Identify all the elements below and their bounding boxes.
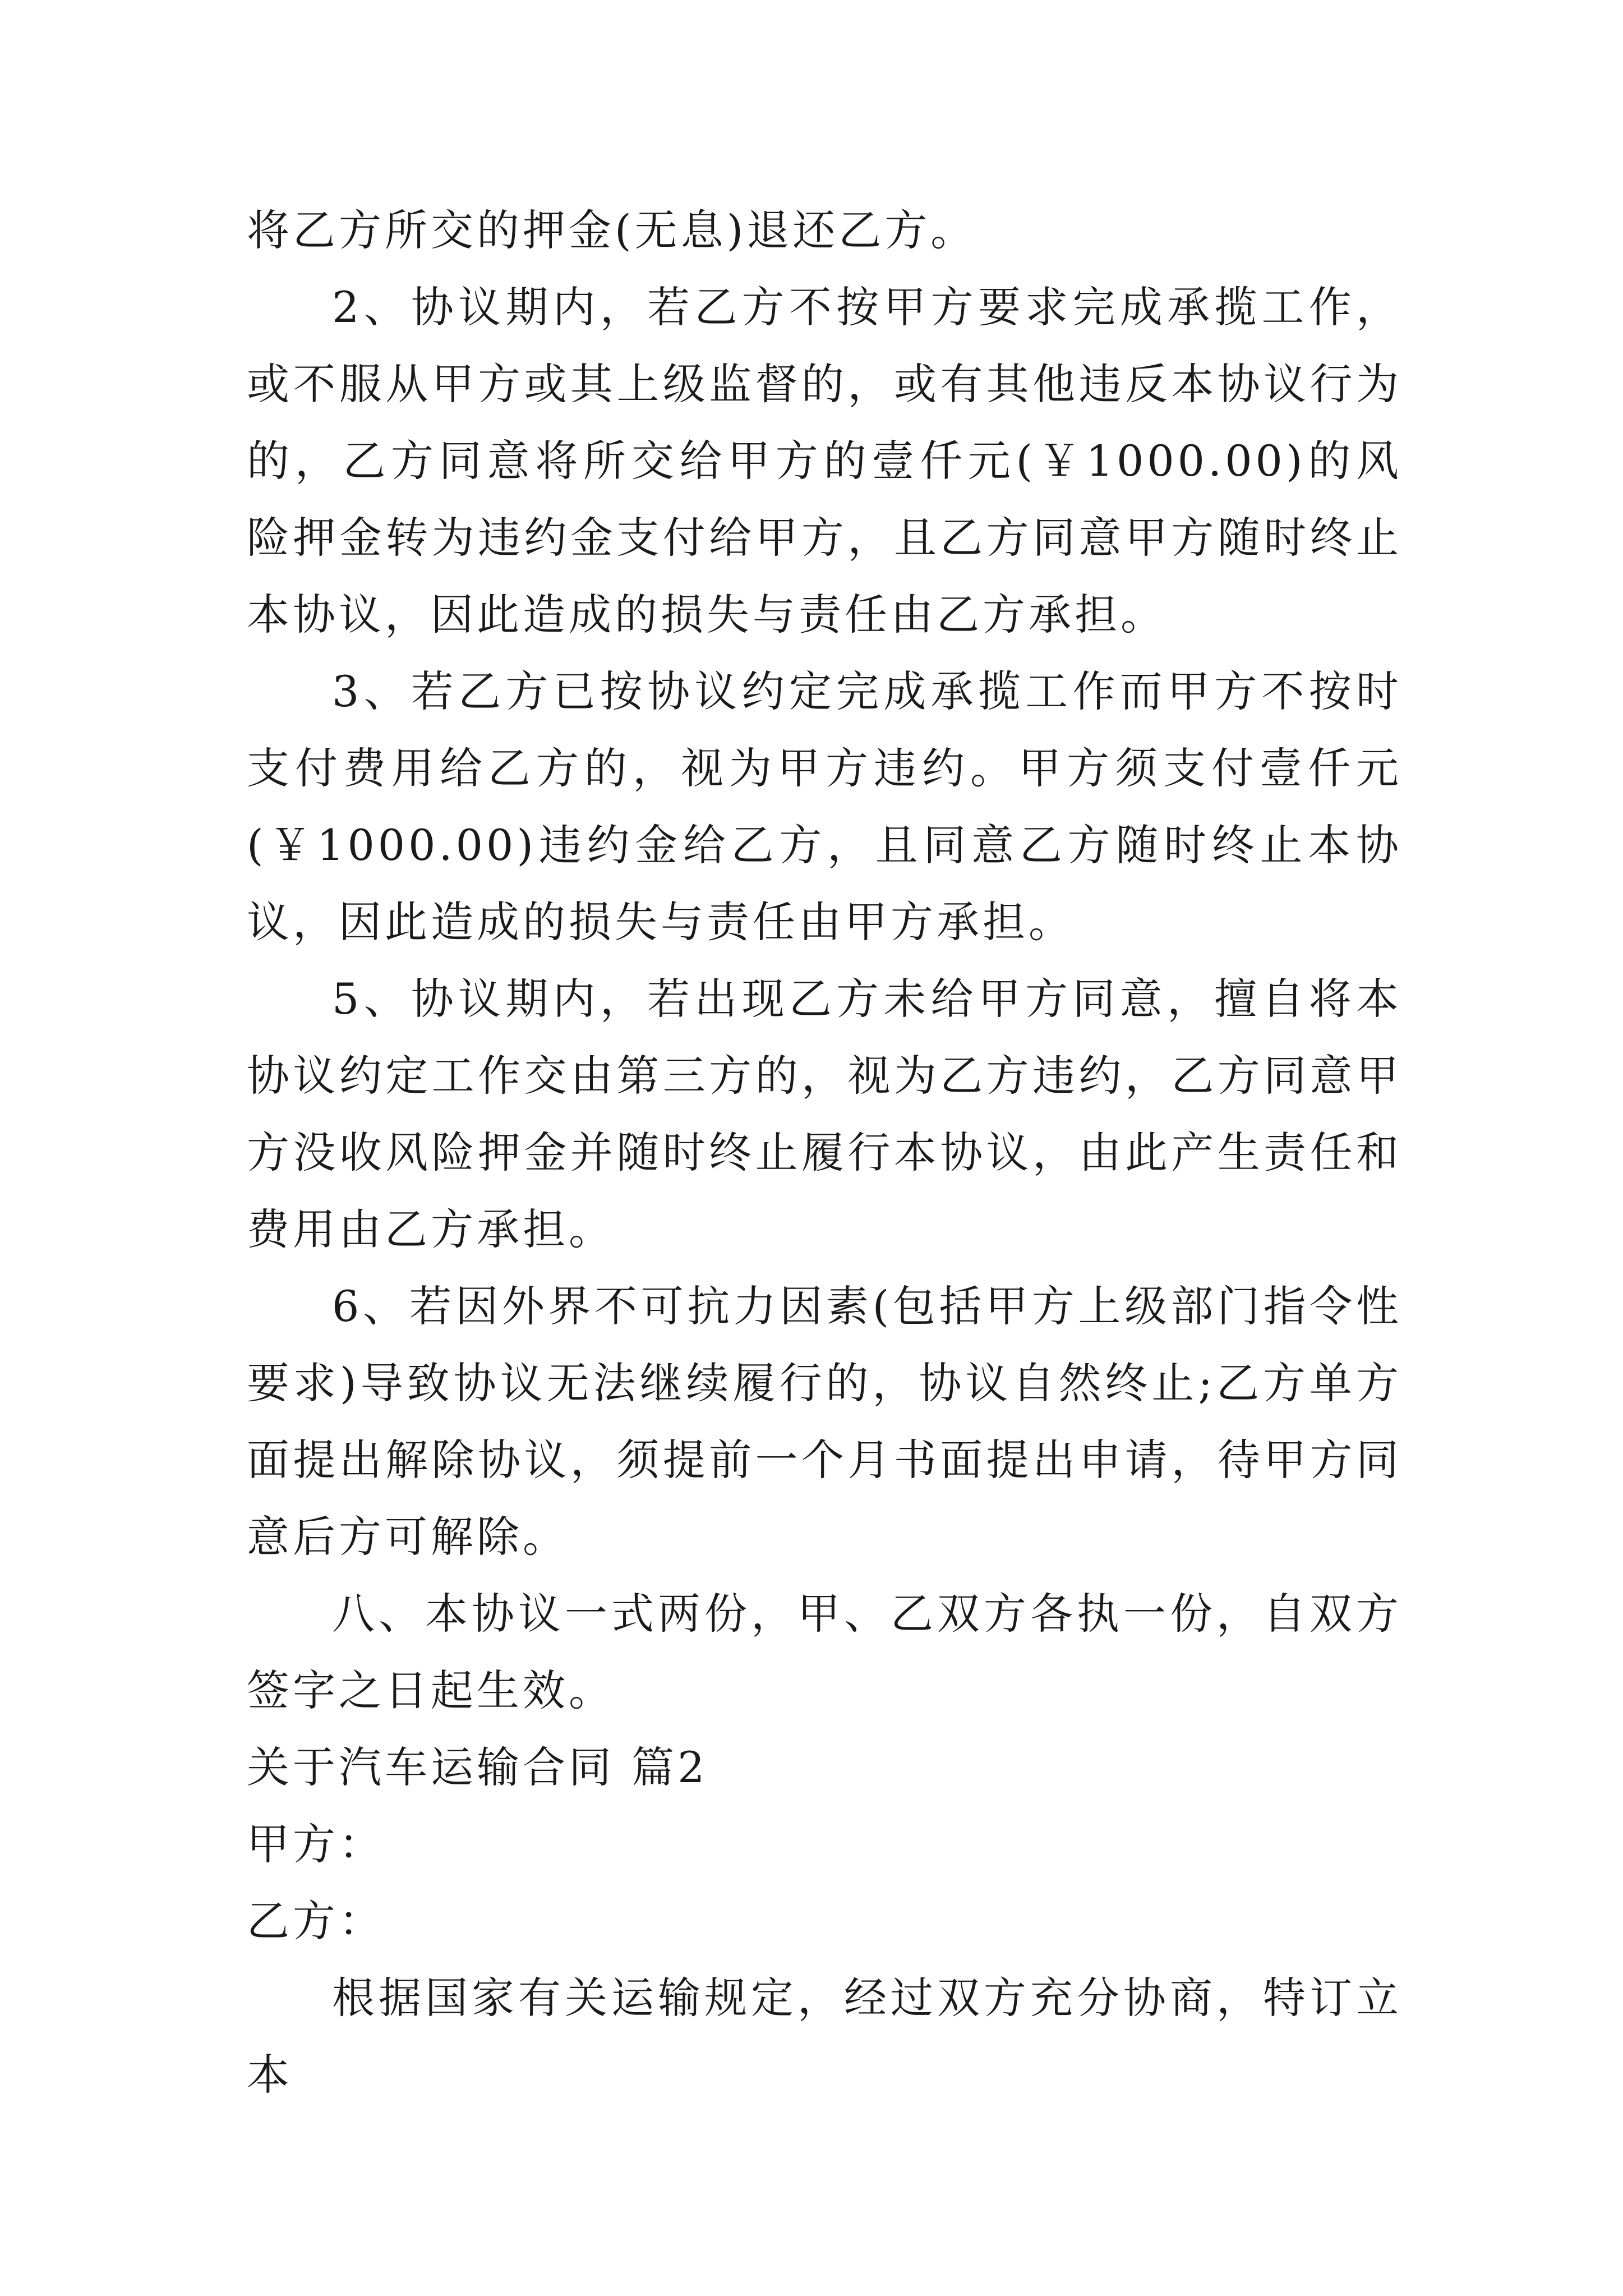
- paragraph-clause-8: 八、本协议一式两份，甲、乙双方各执一份，自双方签字之日起生效。: [247, 1589, 1402, 1715]
- paragraph-clause-3: 3、若乙方已按协议约定完成承揽工作而甲方不按时支付费用给乙方的，视为甲方违约。甲方须支付壹仟元(￥1000.00)违约金给乙方，且同意乙方随时终止本协议，因此造成的损失与责任由甲方承担。: [247, 666, 1402, 947]
- section-title-contract-2: 关于汽车运输合同 篇2: [247, 1742, 708, 1792]
- paragraph-preamble: 根据国家有关运输规定，经过双方充分协商，特订立本: [247, 1973, 1402, 2100]
- paragraph-clause-6: 6、若因外界不可抗力因素(包括甲方上级部门指令性要求)导致协议无法继续履行的，协议自然终止;乙方单方面提出解除协议，须提前一个月书面提出申请，待甲方同意后方可解除。: [247, 1281, 1402, 1562]
- paragraph-clause-2: 2、协议期内，若乙方不按甲方要求完成承揽工作，或不服从甲方或其上级监督的，或有其他违反本协议行为的，乙方同意将所交给甲方的壹仟元(￥1000.00)的风险押金转为违约金支付给甲方，且乙方同意甲方随时终止本协议，因此造成的损失与责任由乙方承担。: [247, 282, 1402, 639]
- document-body: [247, 192, 1402, 2113]
- party-a-label: 甲方：: [247, 1819, 385, 1869]
- paragraph-deposit-refund: 将乙方所交的押金(无息)退还乙方。: [247, 205, 977, 255]
- paragraph-clause-5: 5、协议期内，若出现乙方未给甲方同意，擅自将本协议约定工作交由第三方的，视为乙方违约，乙方同意甲方没收风险押金并随时终止履行本协议，由此产生责任和费用由乙方承担。: [247, 974, 1402, 1254]
- party-b-label: 乙方：: [247, 1896, 385, 1946]
